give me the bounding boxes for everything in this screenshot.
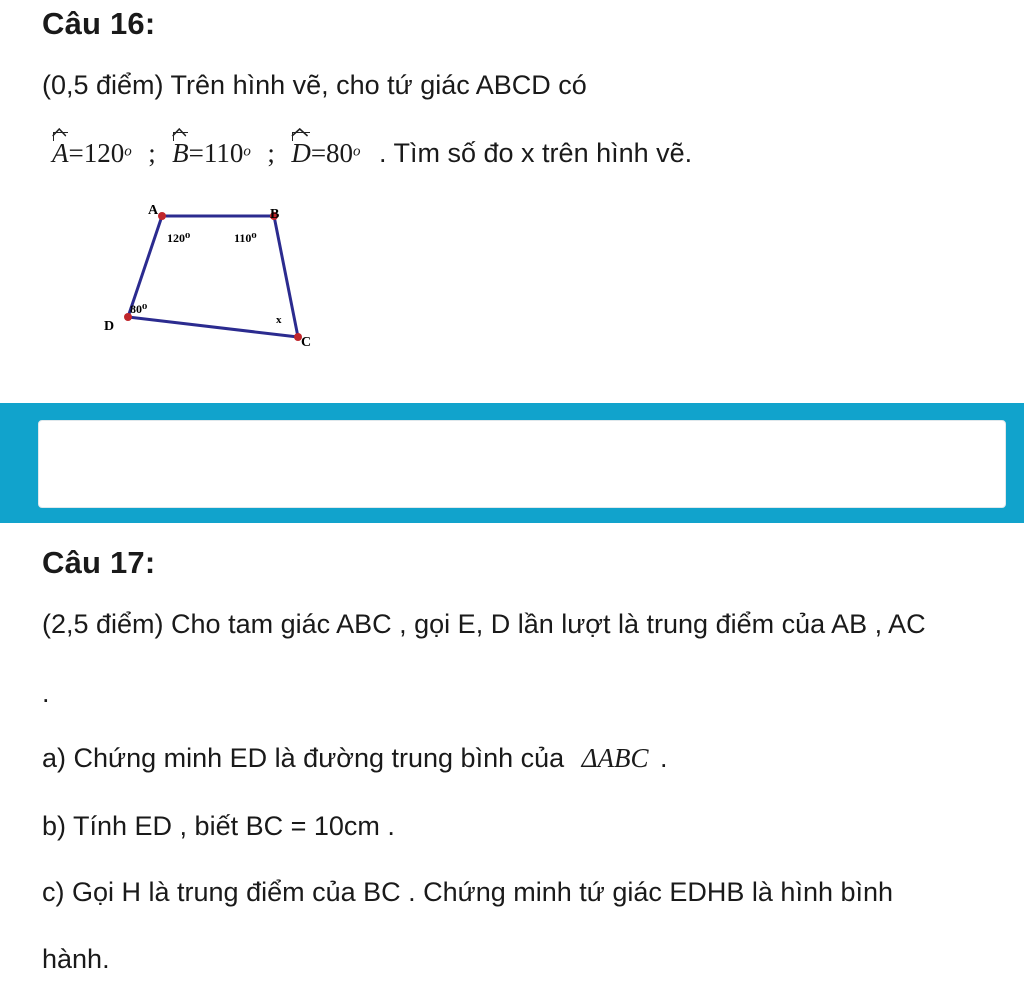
- angle-a-label: 120⁰: [167, 231, 191, 245]
- quadrilateral-abcd: [128, 216, 298, 337]
- part-a-end: .: [660, 743, 668, 773]
- separator: ;: [267, 138, 275, 168]
- angle-a-value: =120: [68, 138, 125, 168]
- angle-d-letter: D: [291, 138, 311, 169]
- vertex-a-label: A: [148, 203, 159, 218]
- angle-b-label: 110⁰: [234, 231, 257, 245]
- part-a-text: a) Chứng minh ED là đường trung bình của: [42, 743, 565, 773]
- angle-a-letter: A: [52, 138, 69, 169]
- question-17-part-c-line1: c) Gọi H là trung điểm của BC . Chứng minh tứ giác EDHB là hình bình: [42, 877, 894, 907]
- separator: ;: [148, 138, 156, 168]
- vertex-d-label: D: [104, 319, 115, 334]
- angle-d-label: 80⁰: [130, 302, 148, 316]
- angle-a-degree: o: [124, 143, 132, 160]
- question-17-intro: (2,5 điểm) Cho tam giác ABC , gọi E, D lần lượt là trung điểm của AB , AC: [42, 609, 926, 639]
- question-16-task: . Tìm số đo x trên hình vẽ.: [379, 138, 693, 168]
- part-a-triangle: ΔABC: [581, 743, 649, 773]
- question-17-part-a: [42, 743, 668, 774]
- question-16-title: Câu 16:: [42, 6, 156, 41]
- question-17-title: Câu 17:: [42, 545, 156, 580]
- angle-b-value: =110: [188, 138, 244, 168]
- question-17-dot: .: [42, 678, 50, 708]
- answer-input[interactable]: [38, 420, 1006, 508]
- angle-x-label: x: [276, 314, 282, 326]
- question-16-angles: [52, 138, 692, 178]
- angle-b-degree: o: [243, 143, 251, 160]
- quadrilateral-figure: [90, 195, 330, 355]
- angle-d-value: =80: [310, 138, 354, 168]
- point-a: [158, 212, 166, 220]
- question-17-part-b: b) Tính ED , biết BC = 10cm .: [42, 811, 395, 841]
- question-16-intro: (0,5 điểm) Trên hình vẽ, cho tứ giác ABCD có: [42, 70, 587, 100]
- angle-d-degree: o: [353, 143, 361, 160]
- vertex-c-label: C: [301, 335, 312, 350]
- question-17-part-c-line2: hành.: [42, 944, 110, 974]
- angle-b-letter: B: [172, 138, 189, 169]
- vertex-b-label: B: [270, 207, 280, 222]
